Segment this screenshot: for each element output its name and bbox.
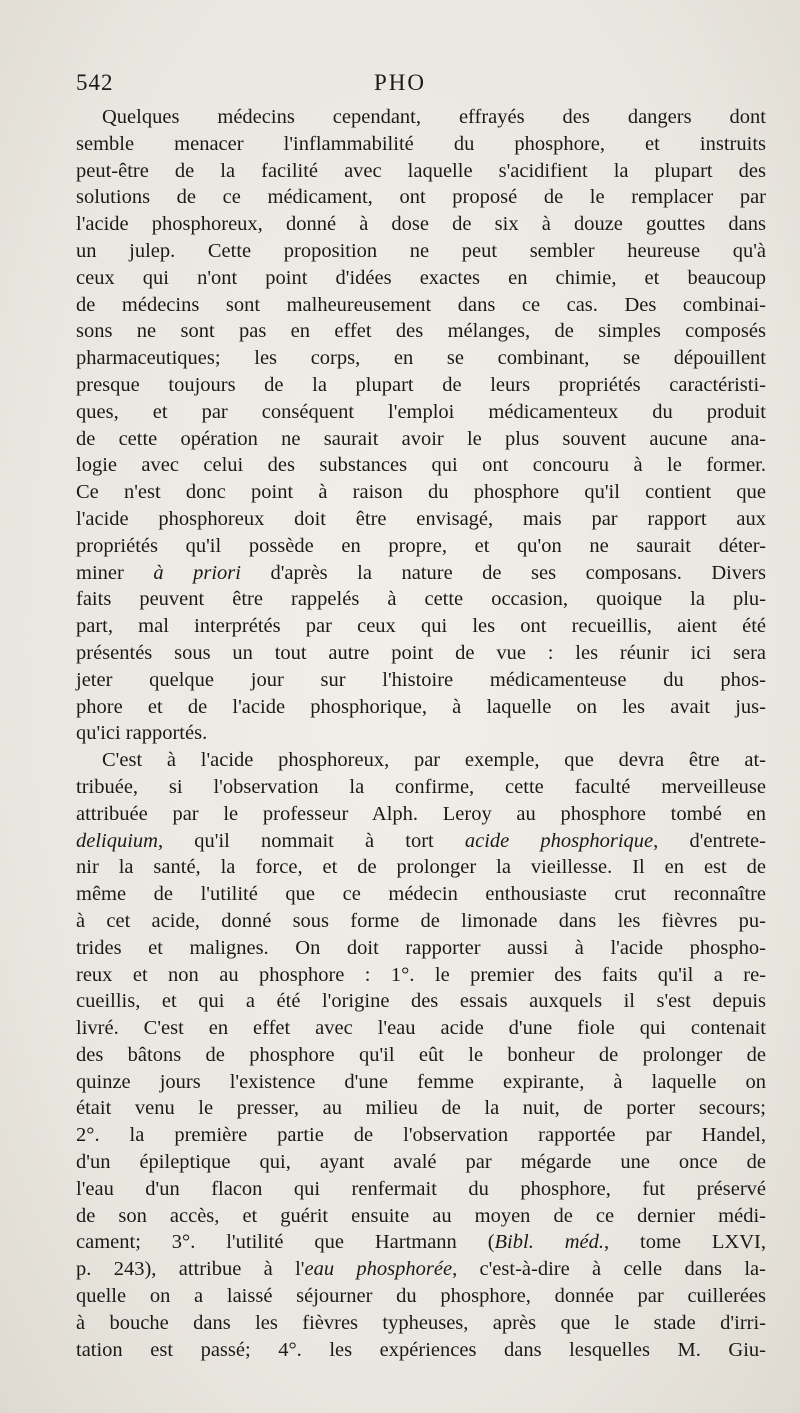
italic-segment: deliquium — [76, 829, 158, 852]
page-header — [76, 70, 766, 102]
text-line — [76, 318, 766, 345]
text-segment: logie avec celui des substances qui ont concouru à le former. — [76, 454, 766, 477]
text-segment: présentés sous un tout autre point de vue : les réunir ici sera — [76, 641, 766, 664]
text-segment: des bâtons de phosphore qu'il eût le bonheur de prolonger de — [76, 1043, 766, 1066]
text-line — [76, 1337, 766, 1364]
text-segment: l'eau d'un flacon qui renfermait du phosphore, fut préservé — [76, 1177, 766, 1200]
text-segment: tation est passé; 4°. les expériences dans lesquelles M. Giu- — [76, 1338, 766, 1361]
text-segment: attribuée par le professeur Alph. Leroy au phosphore tombé en — [76, 802, 766, 825]
text-segment: de cette opération ne saurait avoir le plus souvent aucune ana- — [76, 427, 766, 450]
text-segment: p. 243), attribue à l' — [76, 1258, 305, 1281]
text-line — [76, 184, 766, 211]
italic-segment: acide phosphorique — [464, 829, 654, 852]
text-segment: presque toujours de la plupart de leurs propriétés caractéristi- — [76, 373, 766, 396]
text-line — [76, 747, 766, 774]
text-line — [76, 1203, 766, 1230]
text-line — [76, 345, 766, 372]
text-segment: l'acide phosphoreux, donné à dose de six à douze gouttes dans — [76, 213, 766, 236]
text-line — [76, 372, 766, 399]
text-segment: livré. C'est en effet avec l'eau acide d'une fiole qui contenait — [76, 1017, 766, 1040]
text-segment: part, mal interprétés par ceux qui les ont recueillis, aient été — [76, 615, 766, 638]
text-segment: d'après la nature de ses composans. Divers — [240, 561, 766, 584]
text-line — [76, 1095, 766, 1122]
text-line — [76, 667, 766, 694]
text-line — [76, 1176, 766, 1203]
text-segment: phore et de l'acide phosphorique, à laquelle on les avait jus- — [76, 695, 766, 718]
text-segment: jeter quelque jour sur l'histoire médicamenteuse du phos- — [76, 668, 766, 691]
text-segment: quelle on a laissé séjourner du phosphore, donnée par cuillerées — [76, 1285, 766, 1308]
text-segment: cueillis, et qui a été l'origine des essais auxquels il s'est depuis — [76, 990, 766, 1013]
text-segment: ques, et par conséquent l'emploi médicamenteux du produit — [76, 400, 766, 423]
text-line — [76, 238, 766, 265]
text-line — [76, 1310, 766, 1337]
text-line — [76, 613, 766, 640]
text-segment: de son accès, et guérit ensuite au moyen de ce dernier médi- — [76, 1204, 766, 1227]
text-segment: semble menacer l'inflammabilité du phosphore, et instruits — [76, 132, 766, 155]
text-line — [76, 1283, 766, 1310]
text-line — [76, 426, 766, 453]
text-segment: cament; 3°. l'utilité que Hartmann ( — [76, 1231, 495, 1254]
text-line — [76, 292, 766, 319]
text-segment: trides et malignes. On doit rapporter aussi à l'acide phospho- — [76, 936, 766, 959]
text-segment: qu'ici rapportés. — [76, 722, 208, 745]
text-segment: quinze jours l'existence d'une femme expirante, à laquelle on — [76, 1070, 766, 1093]
text-segment: Quelques médecins cependant, effrayés des dangers dont — [102, 106, 766, 128]
text-segment: même de l'utilité que ce médecin enthousiaste crut reconnaître — [76, 883, 766, 906]
text-segment: ceux qui n'ont point d'idées exactes en chimie, et beaucoup — [76, 266, 766, 289]
text-line — [76, 560, 766, 587]
text-line — [76, 533, 766, 560]
text-segment: , d'entrete- — [653, 829, 766, 852]
text-line — [76, 1069, 766, 1096]
text-line — [76, 828, 766, 855]
text-line — [76, 1042, 766, 1069]
text-segment: tribuée, si l'observation la confirme, cette faculté merveilleuse — [76, 775, 766, 798]
text-line — [76, 854, 766, 881]
text-segment: nir la santé, la force, et de prolonger la vieillesse. Il en est de — [76, 856, 766, 879]
running-head: PHO — [374, 70, 427, 95]
text-line — [76, 506, 766, 533]
text-line — [76, 586, 766, 613]
italic-segment: eau phosphorée — [304, 1258, 453, 1281]
text-line — [76, 720, 766, 747]
text-line — [76, 158, 766, 185]
body-text — [76, 104, 766, 1363]
text-segment: pharmaceutiques; les corps, en se combinant, se dépouillent — [76, 347, 766, 370]
italic-segment: Bibl. méd. — [494, 1231, 604, 1254]
text-segment: , c'est-à-dire à celle dans la- — [452, 1258, 766, 1281]
text-line — [76, 104, 766, 131]
text-line — [76, 1122, 766, 1149]
text-line — [76, 265, 766, 292]
text-line — [76, 1229, 766, 1256]
text-line — [76, 131, 766, 158]
text-line — [76, 1256, 766, 1283]
text-segment: , qu'il nommait à tort — [158, 829, 465, 852]
text-segment: faits peuvent être rappelés à cette occasion, quoique la plu- — [76, 588, 766, 611]
text-segment: reux et non au phosphore : 1°. le premier des faits qu'il a re- — [76, 963, 766, 986]
text-segment: était venu le presser, au milieu de la nuit, de porter secours; — [76, 1097, 766, 1120]
text-segment: d'un épileptique qui, ayant avalé par mégarde une once de — [76, 1151, 766, 1174]
text-line — [76, 452, 766, 479]
text-line — [76, 640, 766, 667]
text-segment: à cet acide, donné sous forme de limonade dans les fièvres pu- — [76, 909, 766, 932]
text-segment: un julep. Cette proposition ne peut sembler heureuse qu'à — [76, 239, 766, 262]
text-line — [76, 1149, 766, 1176]
text-line — [76, 1015, 766, 1042]
text-segment: sons ne sont pas en effet des mélanges, de simples composés — [76, 320, 766, 343]
text-line — [76, 881, 766, 908]
text-segment: solutions de ce médicament, ont proposé de le remplacer par — [76, 186, 766, 209]
text-segment: à bouche dans les fièvres typheuses, après que le stade d'irri- — [76, 1311, 766, 1334]
text-line — [76, 908, 766, 935]
text-segment: miner — [76, 561, 154, 584]
text-segment: propriétés qu'il possède en propre, et qu'on ne saurait déter- — [76, 534, 766, 557]
text-line — [76, 988, 766, 1015]
text-segment: 2°. la première partie de l'observation rapportée par Handel, — [76, 1124, 766, 1147]
text-line — [76, 694, 766, 721]
text-line — [76, 399, 766, 426]
text-line — [76, 962, 766, 989]
text-line — [76, 479, 766, 506]
text-segment: peut-être de la facilité avec laquelle s'acidifient la plupart des — [76, 159, 766, 182]
text-segment: l'acide phosphoreux doit être envisagé, mais par rapport aux — [76, 507, 766, 530]
text-line — [76, 774, 766, 801]
page-number: 542 — [76, 70, 114, 95]
text-segment: C'est à l'acide phosphoreux, par exemple, que devra être at- — [102, 749, 766, 772]
text-line — [76, 211, 766, 238]
text-segment: de médecins sont malheureusement dans ce cas. Des combinai- — [76, 293, 766, 316]
text-segment: Ce n'est donc point à raison du phosphore qu'il contient que — [76, 481, 766, 504]
text-line — [76, 801, 766, 828]
text-line — [76, 935, 766, 962]
italic-segment: à priori — [153, 561, 241, 584]
text-segment: , tome LXVI, — [604, 1231, 766, 1254]
